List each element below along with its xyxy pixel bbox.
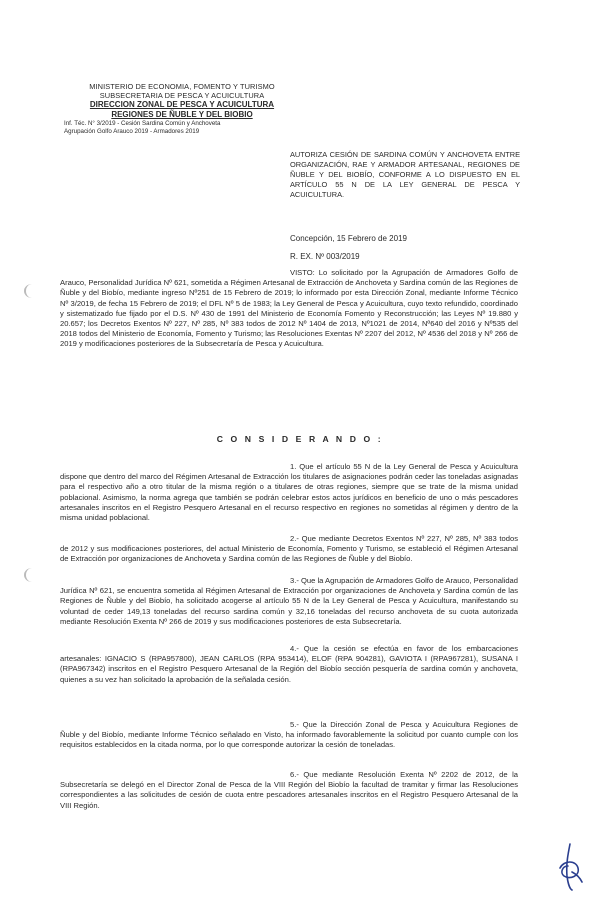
considerando-text: 1. Que el artículo 55 N de la Ley General de Pesca y Acuicultura dispone que dentro del marco del Régimen Artesanal de Extracción los titulares de asignaciones podrán ceder las toneladas asignadas para el respectivo año a otro titular de la misma región o a titulares de otras regiones, siempre que se trate de la misma unidad poblacional. Asimismo, la norma agrega que también se podrán celebrar estos actos jurídicos en beneficio de uno o más pescadores artesanales inscritos en el Registro Pesquero Artesanal en el recurso respectivo en regiones no sometidas al régimen y dentro de la misma unidad poblacional.	[60, 462, 518, 523]
considerando-6	[60, 770, 518, 811]
considerando-5	[60, 720, 518, 751]
subsecretaria-line: SUBSECRETARIA DE PESCA Y ACUICULTURA	[99, 91, 265, 100]
resolution-subject: AUTORIZA CESIÓN DE SARDINA COMÚN Y ANCHOVETA ENTRE ORGANIZACIÓN, RAE Y ARMADOR ARTESANAL, REGIONES DE ÑUBLE Y DEL BIOBÍO, CONFORME A LO DISPUESTO EN EL ARTÍCULO 55 N DE LA LEY GENERAL DE PESCA Y ACUICULTURA.	[290, 150, 520, 199]
reference-line-2: Agrupación Golfo Arauco 2019 - Armadores 2019	[64, 128, 200, 135]
considerando-text: 4.- Que la cesión se efectúa en favor de los embarcaciones artesanales: IGNACIO S (RPA957800), JEAN CARLOS (RPA 953414), ELOF (RPA 904281), GAVIOTA I (RPA967281), SUSANA I (RPA967342) inscritos en el Registro Pesquero Artesanal de la Región del Biobío sección pesquería de sardina común y anchoveta, quienes a su vez han solicitado la aprobación de la señalada cesión.	[60, 644, 518, 684]
direction-line: DIRECCION ZONAL DE PESCA Y ACUICULTURA	[89, 100, 275, 109]
institution-header	[52, 82, 312, 136]
ministry-line: MINISTERIO DE ECONOMIA, FOMENTO Y TURISMO	[89, 82, 275, 91]
considerando-heading: C O N S I D E R A N D O :	[216, 434, 384, 444]
considerando-text: 6.- Que mediante Resolución Exenta Nº 2202 de 2012, de la Subsecretaría se delegó en el Director Zonal de Pesca de la VIII Región del Biobío la facultad de tramitar y firmar las Resoluciones correspondientes a las solicitudes de cesión de cuota entre pescadores artesanales inscritos en el Registro Pesquero Artesanal de la VIII Región.	[60, 770, 518, 810]
considerando-2	[60, 534, 518, 565]
reference-line-1: Inf. Téc. N° 3/2019 - Cesión Sardina Común y Anchoveta	[64, 120, 221, 127]
considerando-3	[60, 576, 518, 627]
punch-hole-mark	[24, 284, 40, 298]
punch-hole-mark	[24, 568, 40, 582]
considerando-4	[60, 644, 518, 685]
visto-text: VISTO: Lo solicitado por la Agrupación de Armadores Golfo de Arauco, Personalidad Jurídica Nº 621, sometida a Régimen Artesanal de Extracción de Anchoveta y Sardina común de las Regiones de Ñuble y del Biobío, mediante ingreso Nº251 de 15 Febrero de 2019; lo informado por esta Dirección Zonal, mediante Informe Técnico Nº 3/2019, de fecha 15 Febrero de 2019; el DFL Nº 5 de 1983; la Ley General de Pesca y Acuicultura, cuyo texto refundido, coordinado y sistematizado fue fijado por el D.S. Nº 430 de 1991 del Ministerio de Economía Fomento y Reconstrucción; las Leyes Nº 19.880 y 20.657; los Decretos Exentos Nº 227, Nº 285, Nº 383 todos de 2012 Nº 1404 de 2013, Nº1021 de 2014, Nº640 del 2016 y Nº535 del 2018 todos del Ministerio de Economía, Fomento y Turismo; las Resoluciones Exentas Nº 2207 del 2012, Nº 4536 del 2018 y Nº 266 de 2019 y modificaciones posteriores de la Subsecretaría de Pesca y Acuicultura.	[60, 268, 518, 349]
place-date: Concepción, 15 Febrero de 2019	[290, 234, 407, 243]
considerando-text: 5.- Que la Dirección Zonal de Pesca y Acuicultura Regiones de Ñuble y del Biobío, mediante Informe Técnico señalado en Visto, ha informado favorablemente la solicitud por cuanto cumple con los requisitos establecidos en la citada norma, por lo que corresponde autorizar la cesión de toneladas.	[60, 720, 518, 750]
signature-initials	[552, 842, 586, 892]
considerando-1	[60, 462, 518, 523]
regions-line: REGIONES DE ÑUBLE Y DEL BIOBIO	[111, 110, 253, 119]
visto-paragraph	[60, 268, 518, 350]
considerando-text: 3.- Que la Agrupación de Armadores Golfo de Arauco, Personalidad Jurídica Nº 621, se encuentra sometida al Régimen Artesanal de Extracción por organizaciones de Anchoveta y Sardina común de las Regiones de Ñuble y del Biobío, ha solicitado acogerse al artículo 55 N de la Ley General de Pesca y Acuicultura, manifestando su voluntad de ceder 149,13 toneladas del recurso sardina común y 32,16 toneladas del recurso anchoveta de su cuota autorizada mediante Resolución Exenta Nº 266 de 2019 y sus modificaciones posteriores de esta Subsecretaría.	[60, 576, 518, 626]
considerando-text: 2.- Que mediante Decretos Exentos Nº 227, Nº 285, Nº 383 todos de 2012 y sus modificaciones posteriores, del actual Ministerio de Economía, Fomento y Turismo, se estableció el Régimen Artesanal de Extracción por organizaciones de Anchoveta y Sardina común de las Regiones de Ñuble y del Biobío.	[60, 534, 518, 564]
resolution-number: R. EX. Nº 003/2019	[290, 252, 360, 261]
